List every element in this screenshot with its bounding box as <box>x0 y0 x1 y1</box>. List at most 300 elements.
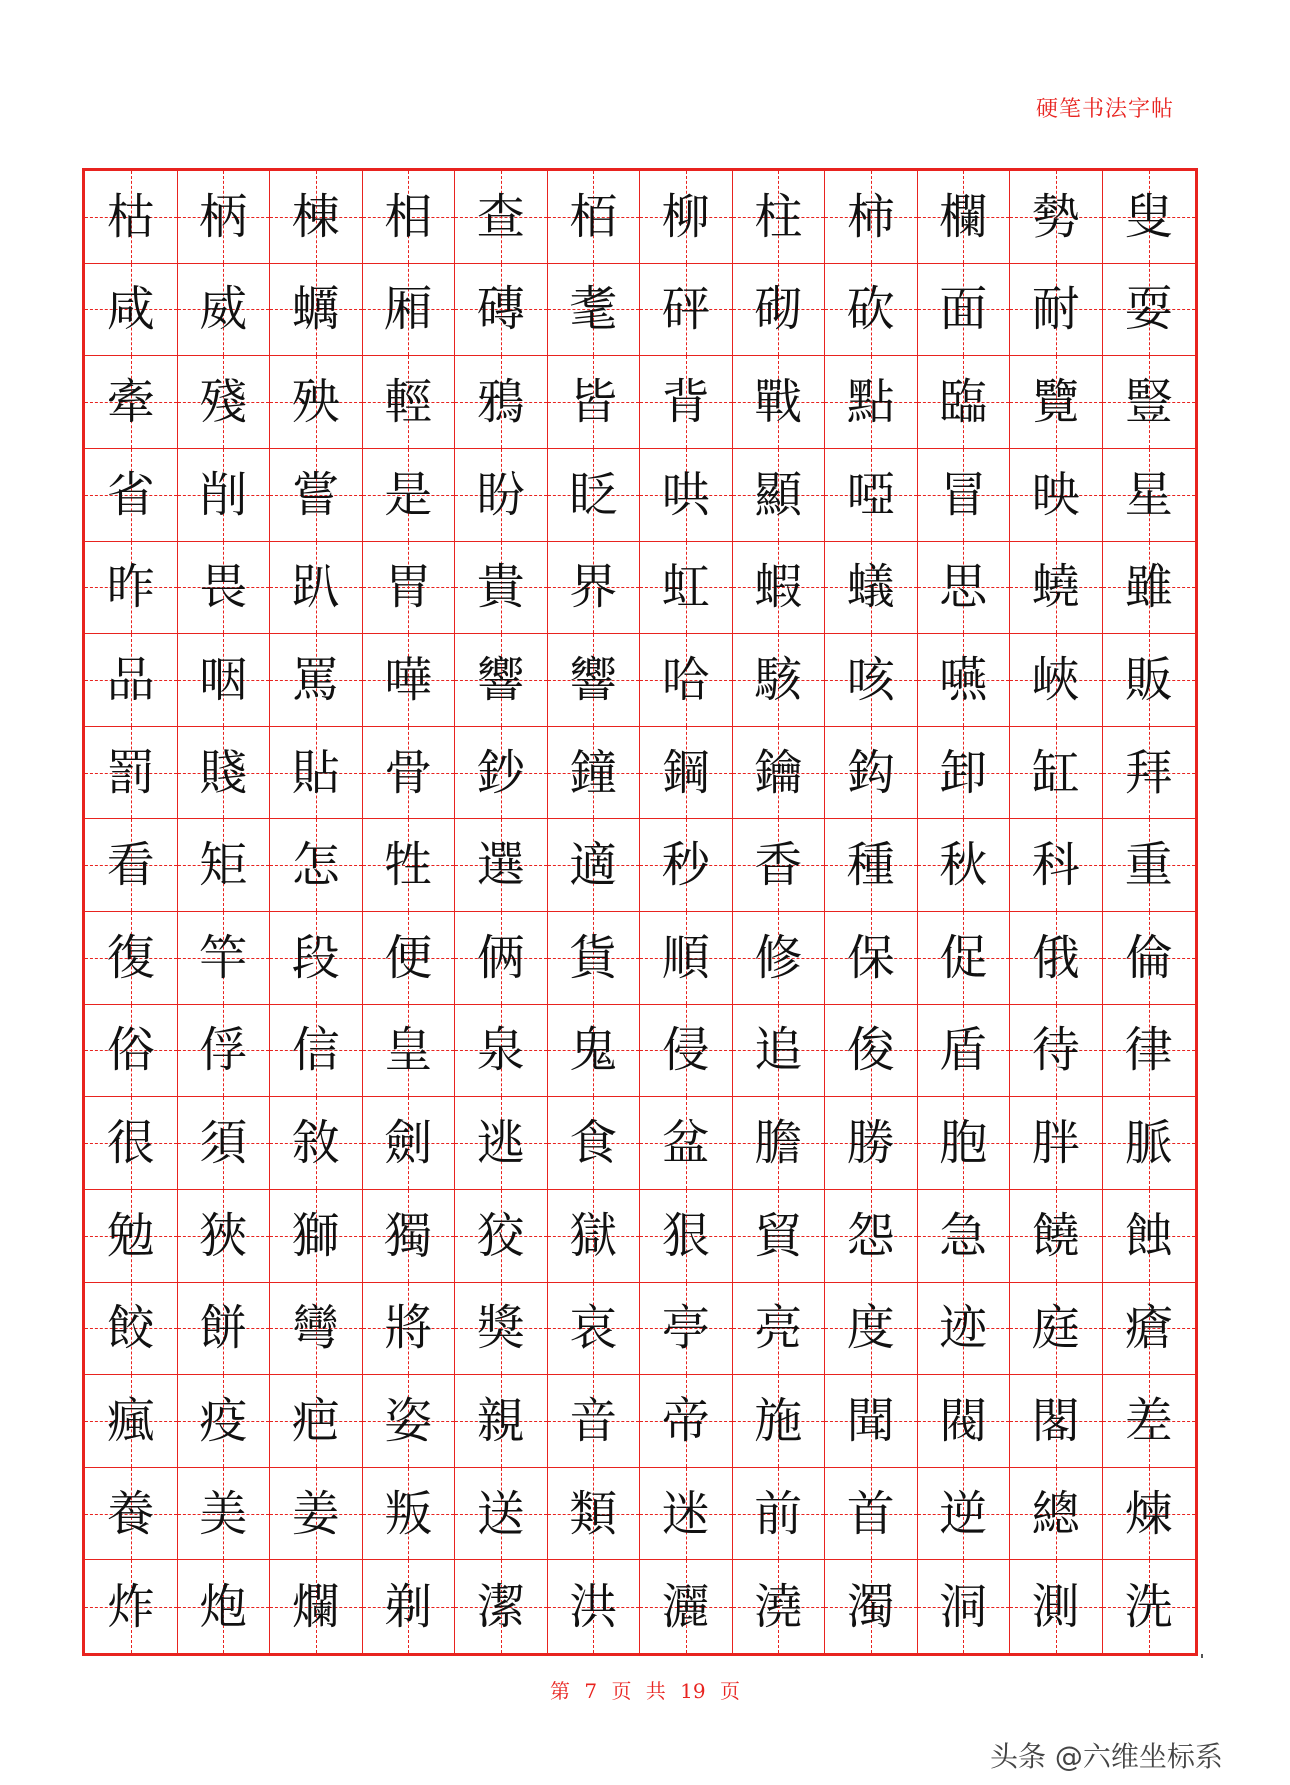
grid-cell <box>733 727 826 820</box>
practice-character: 胖 <box>1031 1115 1080 1172</box>
practice-character: 養 <box>106 1485 155 1542</box>
practice-character: 獅 <box>291 1207 340 1264</box>
practice-character: 疤 <box>291 1392 340 1449</box>
practice-character: 姿 <box>384 1392 433 1449</box>
grid-cell <box>1103 1190 1196 1283</box>
grid-cell <box>363 171 456 264</box>
grid-cell <box>85 1005 178 1098</box>
grid-cell <box>85 1468 178 1561</box>
practice-character: 洗 <box>1124 1578 1173 1635</box>
grid-cell <box>363 634 456 727</box>
practice-character: 首 <box>846 1485 895 1542</box>
practice-character: 眨 <box>569 466 618 523</box>
practice-character: 鐘 <box>569 744 618 801</box>
grid-cell <box>825 1283 918 1376</box>
practice-character: 秋 <box>939 837 988 894</box>
practice-character: 昨 <box>106 559 155 616</box>
grid-cell <box>270 1468 363 1561</box>
practice-character: 鴉 <box>476 374 525 431</box>
practice-character: 科 <box>1031 837 1080 894</box>
practice-character: 覽 <box>1031 374 1080 431</box>
practice-character: 修 <box>754 929 803 986</box>
grid-cell <box>640 1005 733 1098</box>
practice-character: 濁 <box>846 1578 895 1635</box>
practice-character: 柳 <box>661 188 710 245</box>
grid-cell <box>85 1097 178 1190</box>
practice-character: 閥 <box>939 1392 988 1449</box>
grid-cell <box>640 1468 733 1561</box>
grid-cell <box>270 542 363 635</box>
practice-character: 查 <box>476 188 525 245</box>
practice-character: 鋼 <box>661 744 710 801</box>
practice-character: 響 <box>569 651 618 708</box>
grid-cell <box>1010 171 1103 264</box>
practice-character: 罵 <box>291 651 340 708</box>
grid-cell <box>178 449 271 542</box>
practice-character: 敘 <box>291 1115 340 1172</box>
practice-character: 顯 <box>754 466 803 523</box>
grid-cell <box>1010 264 1103 357</box>
grid-cell <box>733 542 826 635</box>
grid-cell <box>825 819 918 912</box>
grid-cell <box>178 634 271 727</box>
practice-character: 皇 <box>384 1022 433 1079</box>
practice-character: 獄 <box>569 1207 618 1264</box>
practice-character: 雖 <box>1124 559 1173 616</box>
grid-cell <box>825 1005 918 1098</box>
grid-cell <box>1103 1283 1196 1376</box>
grid-cell <box>733 264 826 357</box>
grid-cell <box>363 1560 456 1653</box>
grid-cell <box>85 1283 178 1376</box>
grid-cell <box>270 912 363 1005</box>
practice-character: 貴 <box>476 559 525 616</box>
grid-cell <box>85 356 178 449</box>
practice-character: 磚 <box>476 281 525 338</box>
practice-character: 選 <box>476 837 525 894</box>
practice-character: 總 <box>1031 1485 1080 1542</box>
grid-cell <box>178 1005 271 1098</box>
grid-cell <box>825 542 918 635</box>
grid-cell <box>455 542 548 635</box>
grid-cell <box>918 542 1011 635</box>
grid-cell <box>733 1560 826 1653</box>
practice-character: 促 <box>939 929 988 986</box>
practice-character: 咳 <box>846 651 895 708</box>
practice-character: 很 <box>106 1115 155 1172</box>
grid-cell <box>825 171 918 264</box>
grid-cell <box>548 264 641 357</box>
practice-character: 保 <box>846 929 895 986</box>
practice-character: 罰 <box>106 744 155 801</box>
grid-cell <box>733 1283 826 1376</box>
grid-cell <box>640 542 733 635</box>
practice-character: 蝕 <box>1124 1207 1173 1264</box>
grid-cell <box>85 912 178 1005</box>
practice-character: 律 <box>1124 1022 1173 1079</box>
practice-character: 駭 <box>754 651 803 708</box>
practice-character: 咽 <box>199 651 248 708</box>
practice-character: 骨 <box>384 744 433 801</box>
grid-cell <box>640 727 733 820</box>
grid-cell <box>548 1560 641 1653</box>
practice-character: 俩 <box>476 929 525 986</box>
practice-character: 柄 <box>199 188 248 245</box>
practice-character: 倫 <box>1124 929 1173 986</box>
practice-character: 盆 <box>661 1115 710 1172</box>
grid-cell <box>825 912 918 1005</box>
grid-cell <box>363 727 456 820</box>
grid-cell <box>640 819 733 912</box>
grid-cell <box>455 171 548 264</box>
grid-cell <box>1103 634 1196 727</box>
practice-character: 竿 <box>199 929 248 986</box>
practice-character: 煉 <box>1124 1485 1173 1542</box>
grid-cell <box>455 1560 548 1653</box>
practice-character: 急 <box>939 1207 988 1264</box>
grid-cell <box>1103 542 1196 635</box>
practice-character: 美 <box>199 1485 248 1542</box>
practice-character: 順 <box>661 929 710 986</box>
grid-cell <box>918 1468 1011 1561</box>
grid-cell <box>85 1190 178 1283</box>
practice-character: 臨 <box>939 374 988 431</box>
practice-character: 帝 <box>661 1392 710 1449</box>
grid-cell <box>363 542 456 635</box>
grid-cell <box>178 727 271 820</box>
grid-cell <box>825 634 918 727</box>
grid-cell <box>270 171 363 264</box>
practice-character: 潔 <box>476 1578 525 1635</box>
grid-cell <box>270 1190 363 1283</box>
practice-character: 脈 <box>1124 1115 1173 1172</box>
grid-cell <box>640 171 733 264</box>
practice-character: 柱 <box>754 188 803 245</box>
practice-character: 饒 <box>1031 1207 1080 1264</box>
practice-character: 待 <box>1031 1022 1080 1079</box>
grid-cell <box>363 819 456 912</box>
practice-character: 度 <box>846 1300 895 1357</box>
practice-character: 矩 <box>199 837 248 894</box>
practice-character: 是 <box>384 466 433 523</box>
practice-character: 適 <box>569 837 618 894</box>
practice-character: 獎 <box>476 1300 525 1357</box>
grid-cell <box>363 1283 456 1376</box>
grid-cell <box>548 727 641 820</box>
grid-cell <box>548 171 641 264</box>
practice-character: 俊 <box>846 1022 895 1079</box>
practice-character: 音 <box>569 1392 618 1449</box>
practice-character: 柿 <box>846 188 895 245</box>
grid-cell <box>270 1560 363 1653</box>
grid-cell <box>548 912 641 1005</box>
grid-cell <box>270 264 363 357</box>
grid-cell <box>548 1190 641 1283</box>
grid-cell <box>548 542 641 635</box>
grid-cell <box>640 1283 733 1376</box>
grid-cell <box>1103 1005 1196 1098</box>
grid-cell <box>733 356 826 449</box>
page-number: 第 7 页 共 19 页 <box>550 1679 740 1703</box>
grid-cell <box>1103 1375 1196 1468</box>
practice-character: 豎 <box>1124 374 1173 431</box>
practice-character: 牽 <box>106 374 155 431</box>
grid-cell <box>178 1560 271 1653</box>
practice-character: 炮 <box>199 1578 248 1635</box>
practice-character: 鈎 <box>846 744 895 801</box>
grid-cell <box>178 542 271 635</box>
practice-character: 信 <box>291 1022 340 1079</box>
practice-character: 蝦 <box>754 559 803 616</box>
grid-cell <box>85 449 178 542</box>
grid-cell <box>918 171 1011 264</box>
grid-cell <box>548 1097 641 1190</box>
practice-character: 施 <box>754 1392 803 1449</box>
practice-character: 背 <box>661 374 710 431</box>
watermark: 头条 @六维坐标系 <box>990 1740 1223 1773</box>
grid-cell <box>1010 1283 1103 1376</box>
grid-cell <box>825 1190 918 1283</box>
grid-cell <box>1103 912 1196 1005</box>
grid-cell <box>178 819 271 912</box>
practice-character: 親 <box>476 1392 525 1449</box>
practice-character: 蟯 <box>1031 559 1080 616</box>
practice-character: 界 <box>569 559 618 616</box>
grid-cell <box>640 1560 733 1653</box>
grid-cell <box>733 1468 826 1561</box>
grid-cell <box>363 264 456 357</box>
practice-character: 狡 <box>476 1207 525 1264</box>
practice-character: 迷 <box>661 1485 710 1542</box>
practice-character: 追 <box>754 1022 803 1079</box>
grid-cell <box>1103 449 1196 542</box>
practice-character: 面 <box>939 281 988 338</box>
grid-cell <box>270 449 363 542</box>
practice-character: 威 <box>199 281 248 338</box>
grid-cell <box>85 542 178 635</box>
grid-cell <box>825 1468 918 1561</box>
grid-cell <box>363 1190 456 1283</box>
practice-character: 炸 <box>106 1578 155 1635</box>
practice-character: 迹 <box>939 1300 988 1357</box>
grid-cell <box>1103 819 1196 912</box>
practice-character: 差 <box>1124 1392 1173 1449</box>
grid-cell <box>85 1375 178 1468</box>
practice-character: 響 <box>476 651 525 708</box>
practice-character: 嘩 <box>384 651 433 708</box>
grid-cell <box>548 1005 641 1098</box>
grid-cell <box>918 449 1011 542</box>
practice-character: 看 <box>106 837 155 894</box>
practice-character: 怨 <box>846 1207 895 1264</box>
practice-character: 瘋 <box>106 1392 155 1449</box>
practice-character: 測 <box>1031 1578 1080 1635</box>
grid-cell <box>178 912 271 1005</box>
grid-cell <box>1010 1097 1103 1190</box>
grid-cell <box>455 634 548 727</box>
grid-cell <box>85 1560 178 1653</box>
grid-cell <box>918 1283 1011 1376</box>
practice-character: 皆 <box>569 374 618 431</box>
grid-cell <box>455 1283 548 1376</box>
grid-cell <box>178 356 271 449</box>
grid-cell <box>1103 171 1196 264</box>
practice-character: 栢 <box>569 188 618 245</box>
grid-cell <box>363 1097 456 1190</box>
grid-cell <box>455 1468 548 1561</box>
grid-cell <box>548 356 641 449</box>
practice-character: 思 <box>939 559 988 616</box>
practice-character: 餃 <box>106 1300 155 1357</box>
grid-cell <box>918 634 1011 727</box>
grid-cell <box>825 264 918 357</box>
practice-grid <box>82 168 1198 1656</box>
practice-character: 類 <box>569 1485 618 1542</box>
practice-character: 戰 <box>754 374 803 431</box>
practice-character: 哄 <box>661 466 710 523</box>
practice-character: 庭 <box>1031 1300 1080 1357</box>
practice-character: 貼 <box>291 744 340 801</box>
practice-character: 哀 <box>569 1300 618 1357</box>
practice-character: 剃 <box>384 1578 433 1635</box>
practice-character: 耐 <box>1031 281 1080 338</box>
practice-character: 欄 <box>939 188 988 245</box>
grid-cell <box>1010 356 1103 449</box>
practice-character: 獨 <box>384 1207 433 1264</box>
practice-character: 勝 <box>846 1115 895 1172</box>
grid-cell <box>363 1005 456 1098</box>
grid-cell <box>825 449 918 542</box>
practice-character: 峽 <box>1031 651 1080 708</box>
grid-cell <box>825 1097 918 1190</box>
grid-cell <box>270 356 363 449</box>
grid-cell <box>178 1375 271 1468</box>
grid-cell <box>270 1283 363 1376</box>
grid-cell <box>455 356 548 449</box>
practice-character: 厢 <box>384 281 433 338</box>
grid-cell <box>733 1005 826 1098</box>
practice-character: 狹 <box>199 1207 248 1264</box>
practice-character: 俄 <box>1031 929 1080 986</box>
practice-character: 叟 <box>1124 188 1173 245</box>
practice-character: 狠 <box>661 1207 710 1264</box>
practice-character: 胃 <box>384 559 433 616</box>
grid-cell <box>733 819 826 912</box>
grid-cell <box>455 449 548 542</box>
practice-character: 逃 <box>476 1115 525 1172</box>
grid-cell <box>548 819 641 912</box>
practice-character: 星 <box>1124 466 1173 523</box>
grid-cell <box>85 727 178 820</box>
grid-cell <box>85 634 178 727</box>
practice-character: 重 <box>1124 837 1173 894</box>
grid-cell <box>548 1468 641 1561</box>
grid-cell <box>363 449 456 542</box>
grid-cell <box>363 356 456 449</box>
grid-cell <box>363 1375 456 1468</box>
grid-cell <box>1010 912 1103 1005</box>
practice-character: 復 <box>106 929 155 986</box>
practice-character: 相 <box>384 188 433 245</box>
grid-cell <box>455 912 548 1005</box>
practice-character: 趴 <box>291 559 340 616</box>
practice-character: 耄 <box>569 281 618 338</box>
grid-cell <box>1010 1375 1103 1468</box>
grid-cell <box>640 1097 733 1190</box>
grid-cell <box>178 1468 271 1561</box>
grid-cell <box>363 1468 456 1561</box>
grid-cell <box>270 727 363 820</box>
grid-cell <box>270 634 363 727</box>
grid-cell <box>178 171 271 264</box>
grid-cell <box>1103 1560 1196 1653</box>
grid-cell <box>918 727 1011 820</box>
grid-cell <box>548 449 641 542</box>
practice-character: 膽 <box>754 1115 803 1172</box>
grid-cell <box>733 1097 826 1190</box>
practice-character: 疫 <box>199 1392 248 1449</box>
practice-character: 前 <box>754 1485 803 1542</box>
practice-character: 蟻 <box>846 559 895 616</box>
practice-character: 缸 <box>1031 744 1080 801</box>
practice-character: 映 <box>1031 466 1080 523</box>
grid-cell <box>733 912 826 1005</box>
practice-character: 咸 <box>106 281 155 338</box>
grid-cell <box>1010 1190 1103 1283</box>
grid-cell <box>918 264 1011 357</box>
practice-character: 洞 <box>939 1578 988 1635</box>
practice-character: 聞 <box>846 1392 895 1449</box>
grid-cell <box>640 912 733 1005</box>
practice-character: 削 <box>199 466 248 523</box>
practice-character: 叛 <box>384 1485 433 1542</box>
practice-character: 殃 <box>291 374 340 431</box>
practice-character: 砍 <box>846 281 895 338</box>
grid-cell <box>85 264 178 357</box>
grid-cell <box>825 1375 918 1468</box>
grid-cell <box>918 819 1011 912</box>
practice-character: 俗 <box>106 1022 155 1079</box>
grid-cell <box>455 264 548 357</box>
grid-cell <box>825 1560 918 1653</box>
grid-cell <box>455 1005 548 1098</box>
practice-character: 鑰 <box>754 744 803 801</box>
grid-cell <box>178 1190 271 1283</box>
practice-character: 啞 <box>846 466 895 523</box>
practice-character: 棟 <box>291 188 340 245</box>
grid-cell <box>1103 1097 1196 1190</box>
practice-character: 須 <box>199 1115 248 1172</box>
practice-character: 灑 <box>661 1578 710 1635</box>
practice-character: 種 <box>846 837 895 894</box>
grid-cell <box>1010 1560 1103 1653</box>
practice-character: 餅 <box>199 1300 248 1357</box>
practice-character: 姜 <box>291 1485 340 1542</box>
grid-cell <box>640 264 733 357</box>
practice-character: 點 <box>846 374 895 431</box>
practice-character: 勢 <box>1031 188 1080 245</box>
practice-character: 砌 <box>754 281 803 338</box>
grid-cell <box>733 634 826 727</box>
practice-character: 砰 <box>661 281 710 338</box>
grid-cell <box>85 171 178 264</box>
practice-character: 品 <box>106 651 155 708</box>
practice-character: 秒 <box>661 837 710 894</box>
practice-character: 俘 <box>199 1022 248 1079</box>
practice-character: 耍 <box>1124 281 1173 338</box>
grid-cell <box>640 449 733 542</box>
practice-character: 賤 <box>199 744 248 801</box>
